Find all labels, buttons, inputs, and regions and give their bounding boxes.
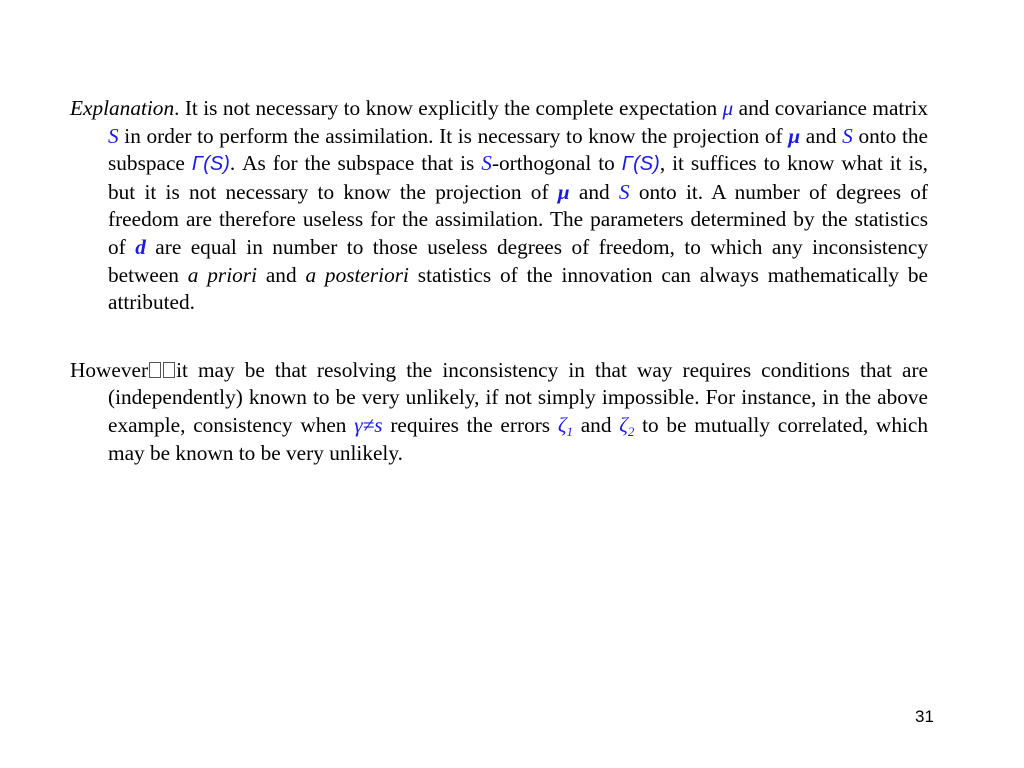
text-run: . It is not necessary to know explicitly the complete expectation	[174, 96, 723, 120]
text-run: and covariance matrix	[733, 96, 928, 120]
text-run: it may be that resolving the inconsistency in that way requires conditions that are (independently) known to be very unlikely, if not simply impossible. For instance, in the above example, consistency when	[108, 357, 928, 437]
zeta-symbol: ζ	[557, 412, 567, 437]
text-run: requires the errors	[382, 412, 558, 437]
text-run: and	[800, 123, 843, 148]
text-run: in order to perform the assimilation. It is necessary to know the projection of	[118, 123, 789, 148]
missing-glyph-icon	[149, 362, 161, 378]
text-run: However	[70, 357, 149, 382]
text-run: , it suffices to know what it is, but it is not necessary to know the projection of	[108, 151, 928, 204]
text-run: and	[569, 179, 619, 204]
zeta-subscript-1: 1	[566, 423, 573, 439]
mu-symbol: μ	[557, 179, 570, 204]
missing-glyph-icon	[163, 362, 175, 378]
zeta-symbol: ζ	[619, 412, 628, 437]
text-run: and	[572, 412, 620, 437]
however-paragraph	[70, 357, 928, 467]
s-symbol: S	[842, 123, 853, 148]
text-run: onto the subspace	[108, 123, 928, 176]
text-run: are equal in number to those useless degrees of freedom, to which any inconsistency between	[108, 234, 928, 287]
s-symbol: S	[481, 151, 492, 176]
mu-symbol: μ	[788, 123, 801, 148]
zeta-subscript-2: 2	[627, 423, 635, 439]
mu-symbol: μ	[722, 96, 734, 120]
text-run: and	[257, 262, 306, 287]
slide-body	[70, 95, 928, 467]
d-symbol: d	[135, 234, 146, 259]
a-priori-term: a priori	[187, 262, 257, 287]
text-run: . As for the subspace that is	[229, 151, 482, 176]
s-symbol: S	[618, 179, 630, 204]
a-posteriori-term: a posteriori	[305, 262, 409, 287]
text-run: to be mutually correlated, which may be known to be very unlikely.	[108, 412, 928, 465]
page-number: 31	[915, 707, 934, 726]
s-symbol: S	[108, 123, 119, 148]
text-run: onto it. A number of degrees of freedom are therefore useless for the assimilation. The parameters determined by the statistics of	[108, 179, 928, 259]
gamma-s-symbol: Γ(S)	[621, 153, 660, 176]
lead-term: Explanation	[70, 96, 175, 120]
gamma-neq-s-symbol: γ≠s	[354, 412, 383, 437]
text-run: -orthogonal to	[491, 151, 622, 176]
gamma-s-symbol: Γ(S)	[191, 153, 230, 176]
explanation-paragraph	[70, 95, 928, 317]
text-run: statistics of the innovation can always mathematically be attributed.	[108, 262, 928, 315]
